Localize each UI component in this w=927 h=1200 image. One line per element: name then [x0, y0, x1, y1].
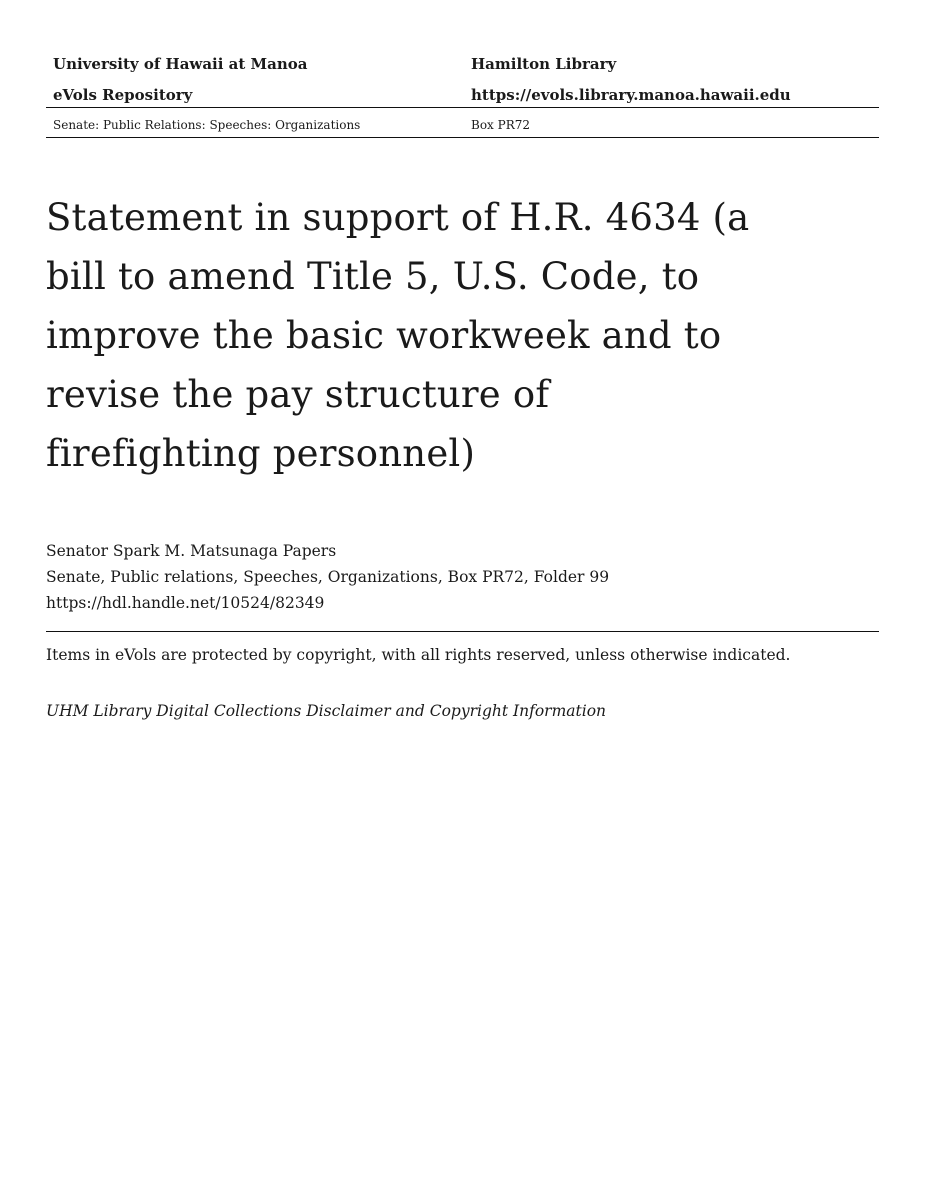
- repository-url[interactable]: https://evols.library.manoa.hawaii.edu: [471, 86, 791, 104]
- collection-name: Senator Spark M. Matsunaga Papers: [46, 542, 337, 560]
- box-label: Box PR72: [471, 118, 531, 132]
- document-metadata: [46, 538, 609, 616]
- handle-link[interactable]: https://hdl.handle.net/10524/82349: [46, 594, 325, 612]
- repository-name: eVols Repository: [53, 86, 193, 104]
- metadata-divider: [46, 631, 879, 632]
- library-name: Hamilton Library: [471, 55, 617, 73]
- folder-location: Senate, Public relations, Speeches, Organizations, Box PR72, Folder 99: [46, 568, 610, 586]
- collection-path: Senate: Public Relations: Speeches: Organizations: [53, 118, 361, 132]
- document-title: Statement in support of H.R. 4634 (a bill to amend Title 5, U.S. Code, to improve the basic workweek and to revise the pay structure of firefighting personnel): [46, 196, 750, 475]
- header-divider: [46, 107, 879, 108]
- disclaimer-link[interactable]: UHM Library Digital Collections Disclaimer and Copyright Information: [46, 702, 607, 720]
- header: [46, 52, 879, 108]
- rights-statement: Items in eVols are protected by copyright, with all rights reserved, unless otherwise indicated.: [46, 646, 791, 664]
- subheader-divider: [46, 137, 879, 138]
- institution-name: University of Hawaii at Manoa: [53, 55, 308, 73]
